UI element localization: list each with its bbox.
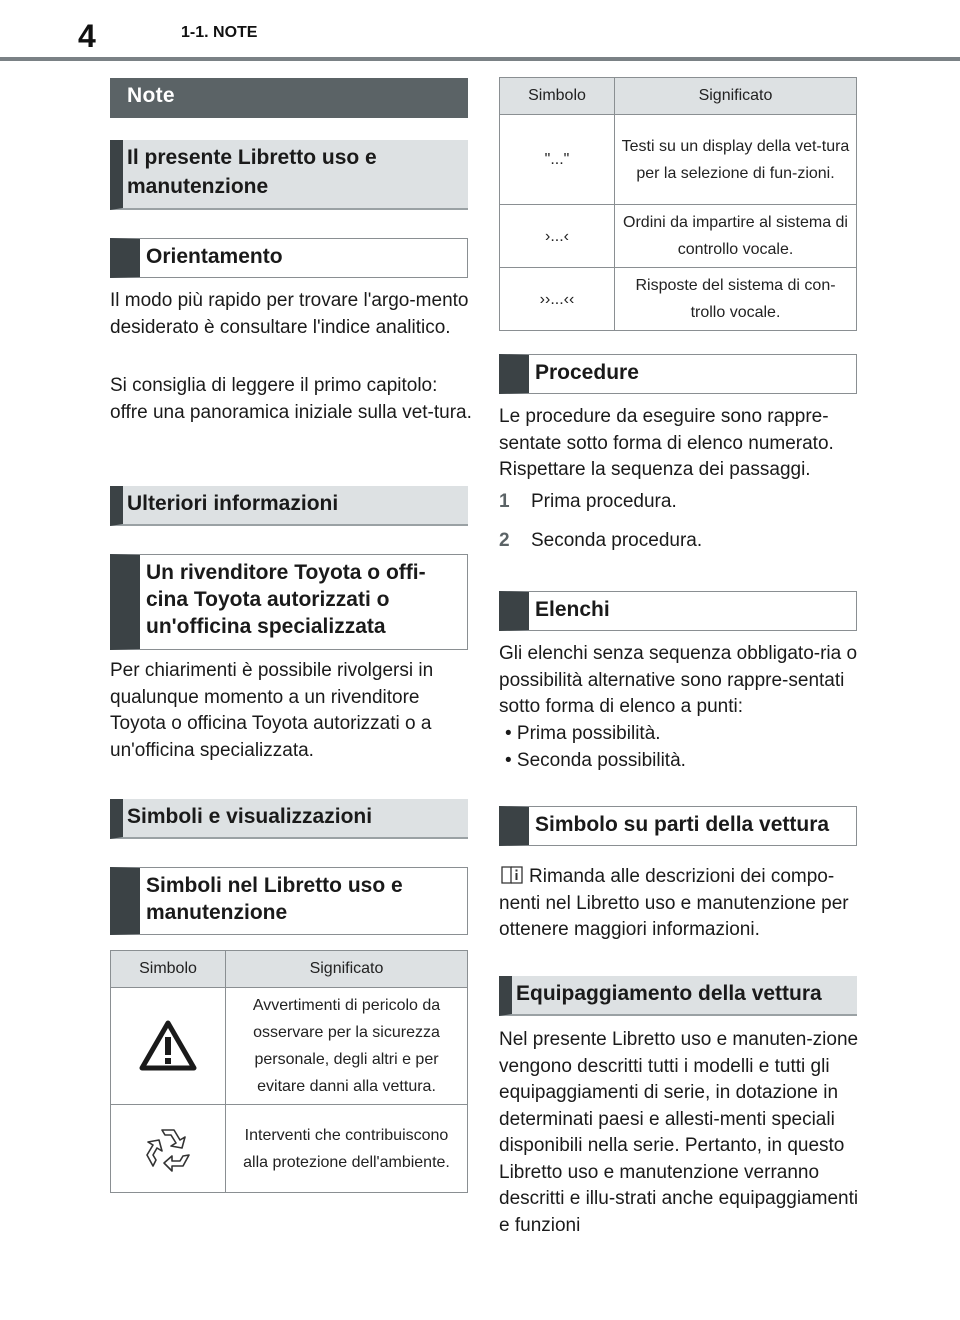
meaning-cell: Testi su un display della vet-tura per la selezione di fun-zioni. [615,115,857,205]
table-row [500,268,857,331]
symbol-cell: ››...‹‹ [500,268,615,331]
meaning-cell: Interventi che contribuiscono alla protezione dell'ambiente. [226,1105,468,1193]
paragraph-elenchi: Gli elenchi senza sequenza obbligato-ria o possibilità alternative sono rappre-sentati sotto forma di elenco a punti: [499,643,858,717]
step-number: 2 [499,530,510,551]
heading-libretto: Il presente Libretto uso e manutenzione [110,140,468,210]
paragraph-procedure: Le procedure da eseguire sono rappre-sentate sotto forma di elenco numerato. Rispettare la sequenza dei passaggi. [499,406,834,480]
table-row [500,205,857,268]
step-number: 1 [499,491,510,512]
meaning-cell: Risposte del sistema di con-trollo vocale. [615,268,857,331]
heading-equipaggiamento: Equipaggiamento della vettura [499,976,857,1016]
symbol-cell: "..." [500,115,615,205]
book-info-icon [499,865,525,885]
step-text: Seconda procedura. [531,530,703,551]
meaning-cell: Ordini da impartire al sistema di controllo vocale. [615,205,857,268]
heading-procedure: Procedure [499,354,857,394]
symbol-cell [111,988,226,1105]
heading-simbolo-parti: Simbolo su parti della vettura [499,806,857,846]
heading-rivenditore: Un rivenditore Toyota o offi-cina Toyota autorizzati o un'officina specializzata [110,554,468,650]
symbols-table-left [110,950,468,1193]
bullet-item: • Prima possibilità. [505,723,661,744]
symbol-cell: ›...‹ [500,205,615,268]
heading-simboli: Simboli e visualizzazioni [110,799,468,839]
col-header-meaning: Significato [615,78,857,115]
table-row [111,1105,468,1193]
table-row [500,115,857,205]
bullet-item: • Seconda possibilità. [505,750,686,771]
step-text: Prima procedura. [531,491,677,512]
paragraph-equipaggiamento: Nel presente Libretto uso e manuten-zione vengono descritti tutti i modelli e tutti gli equipaggiamenti di serie, in dotazione in determinati paesi e allesti-menti speciali disponibili nella serie. Pertanto, in questo Libretto uso e manutenzione verranno descritti e illu-strati anche equipaggiamenti e funzioni [499,1029,859,1236]
table-row [111,988,468,1105]
paragraph-orientamento-1: Il modo più rapido per trovare l'argo-mento desiderato è consultare l'indice analitico. [110,290,469,338]
symbol-cell [111,1105,226,1193]
meaning-cell: Avvertimenti di pericolo da osservare per la sicurezza personale, degli altri e per evitare danni alla vettura. [226,988,468,1105]
recycle-icon [143,1125,193,1173]
col-header-symbol: Simbolo [111,951,226,988]
heading-elenchi: Elenchi [499,591,857,631]
warning-triangle-icon [139,1020,197,1072]
table-header-row [500,78,857,115]
heading-simboli-libretto: Simboli nel Libretto uso e manutenzione [110,867,468,935]
chapter-title: 1-1. NOTE [181,24,258,41]
paragraph-simbolo-parti: Rimanda alle descrizioni dei compo-nenti nel Libretto uso e manutenzione per ottenere maggiori informazioni. [499,866,849,940]
col-header-meaning: Significato [226,951,468,988]
heading-orientamento: Orientamento [110,238,468,278]
page-number: 4 [78,18,96,54]
table-header-row [111,951,468,988]
step-item [499,528,702,554]
paragraph-orientamento-2: Si consiglia di leggere il primo capitolo: offre una panoramica iniziale sulla vet-tura. [110,375,472,423]
heading-ulteriori: Ulteriori informazioni [110,486,468,526]
paragraph-rivenditore: Per chiarimenti è possibile rivolgersi in qualunque momento a un rivenditore Toyota o officina Toyota autorizzati o a un'officina specializzata. [110,660,434,761]
paragraph-simbolo-parti-wrap [499,864,861,944]
symbols-table-right [499,77,857,331]
step-item [499,489,677,515]
header-rule [0,57,960,61]
col-header-symbol: Simbolo [500,78,615,115]
section-heading-note: Note [110,78,468,118]
